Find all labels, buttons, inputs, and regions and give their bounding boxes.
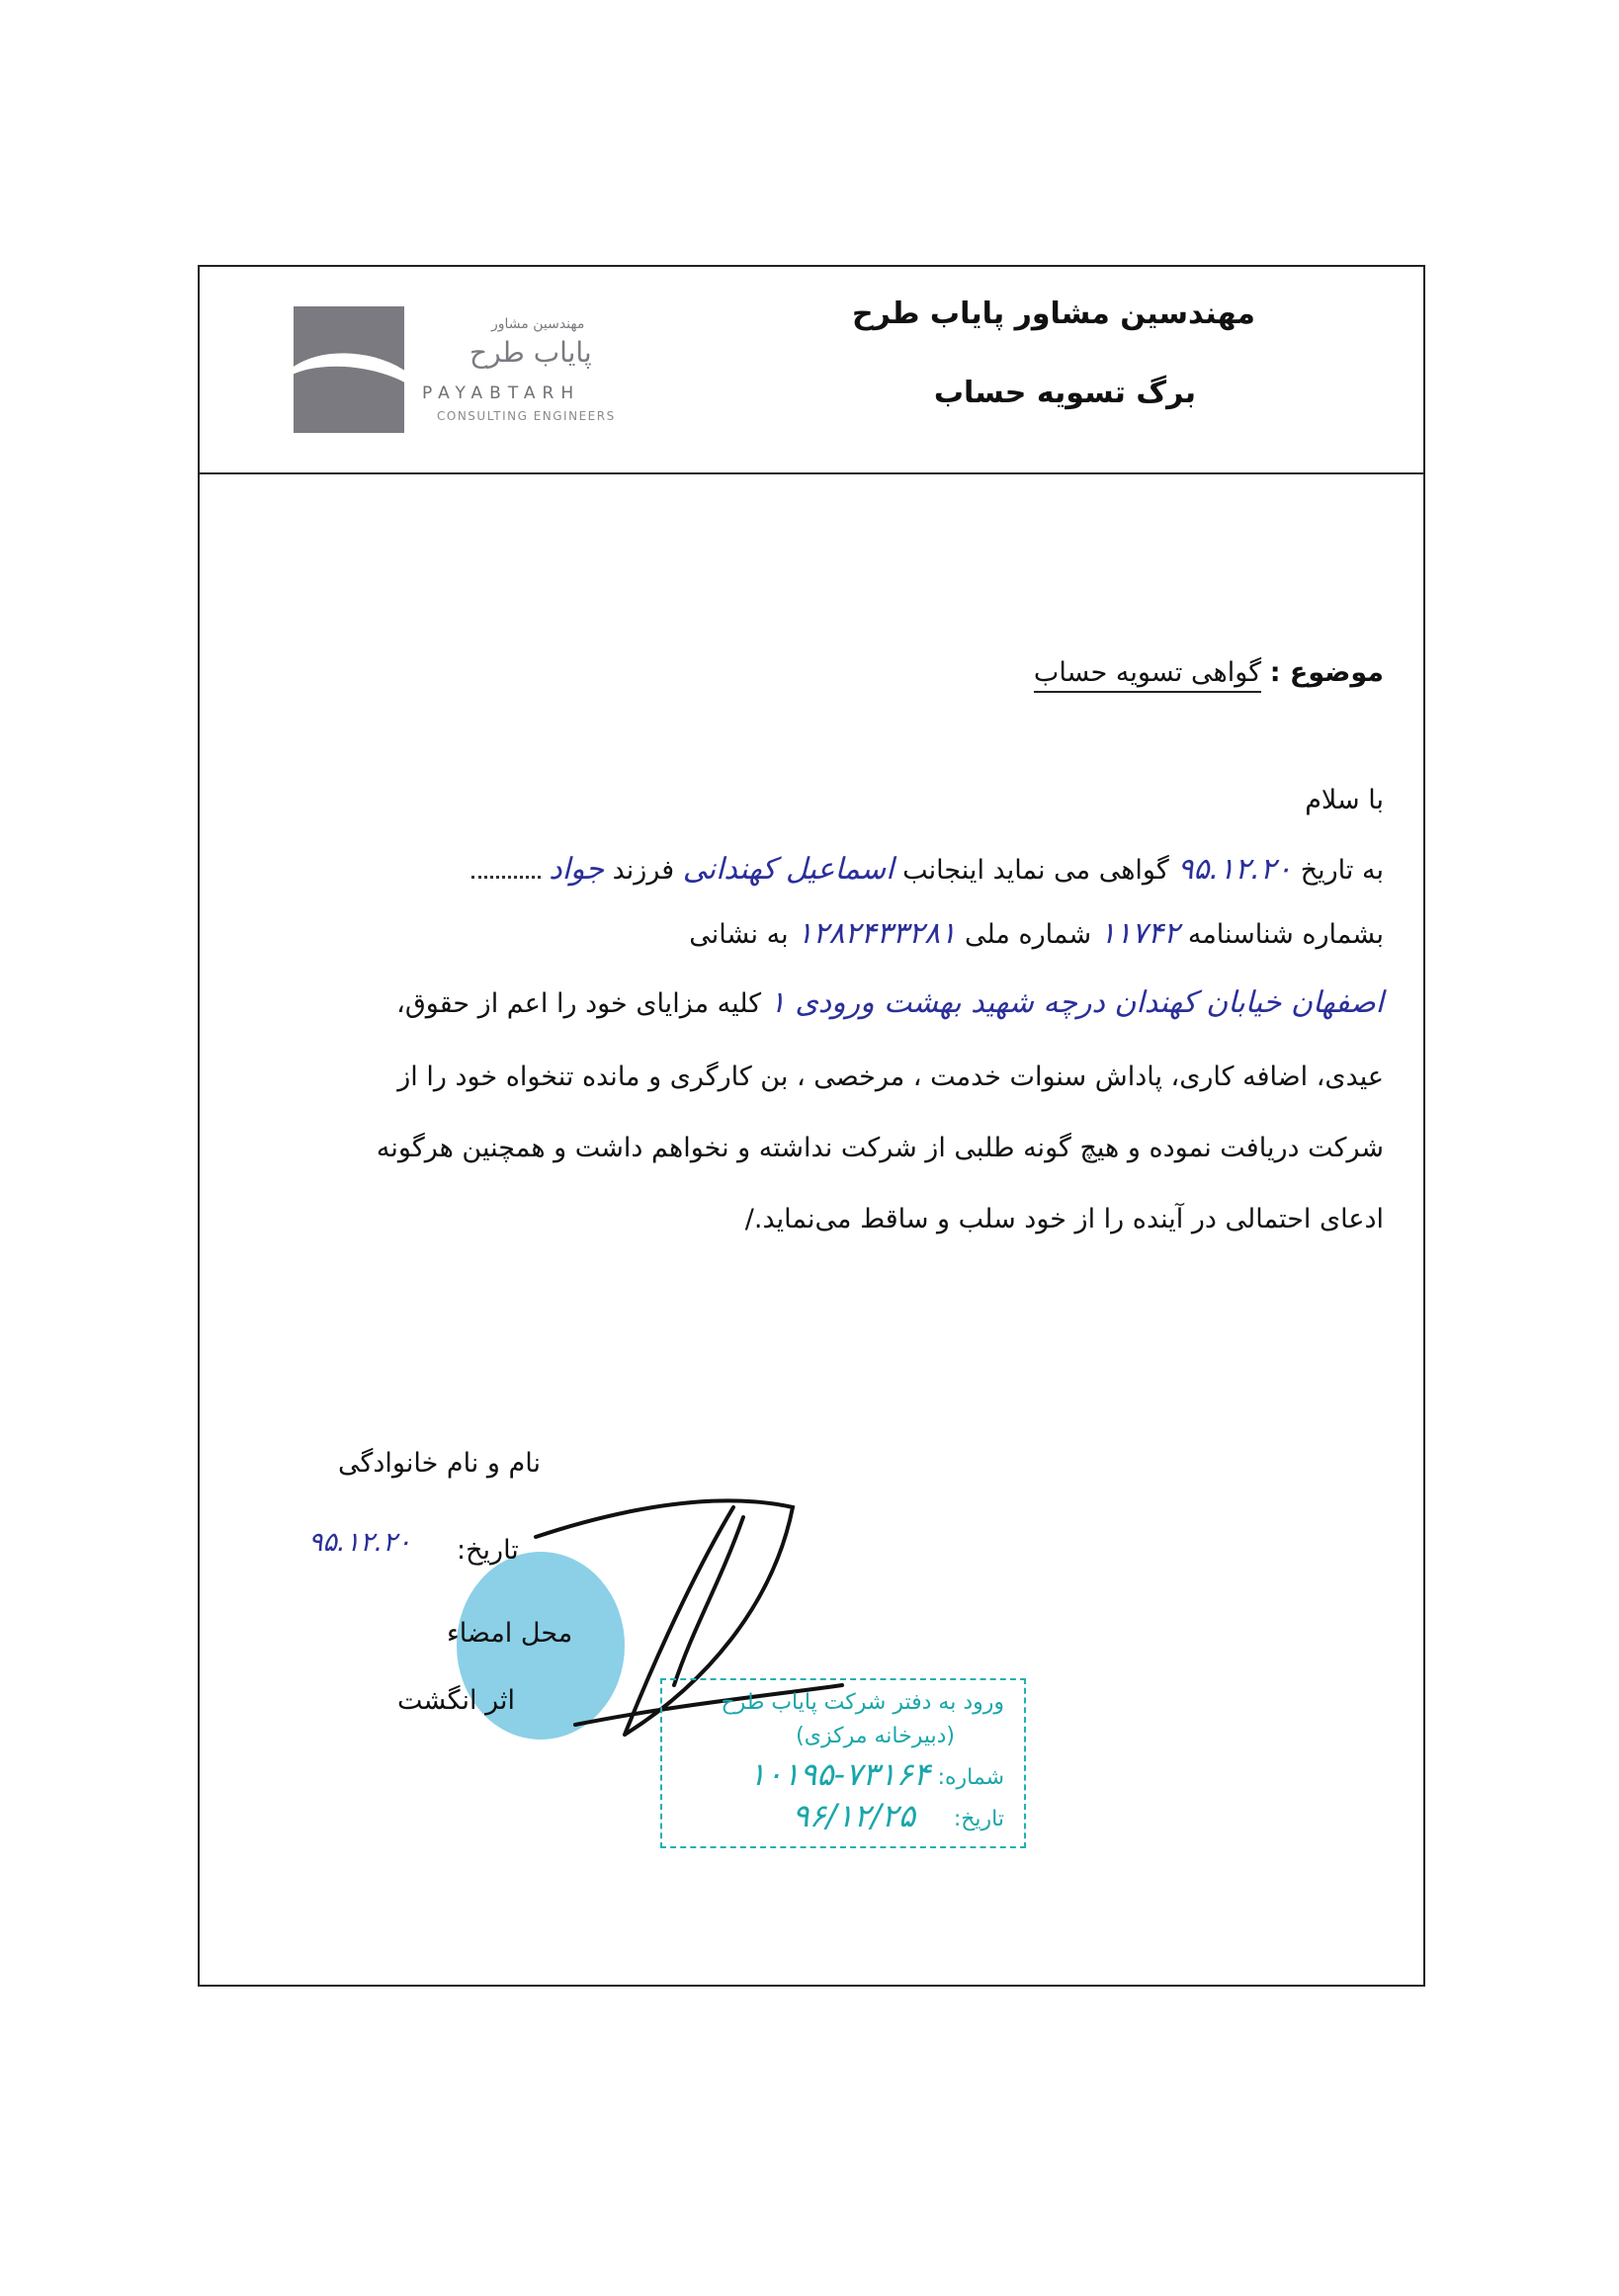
stamp-subtitle: (دبیرخانه مرکزی): [796, 1724, 955, 1748]
text-national-code: شماره ملی: [964, 919, 1092, 950]
handwritten-national-code: ۱۲۸۲۴۳۳۲۸۱: [797, 916, 957, 951]
handwritten-father-name: جواد: [549, 852, 605, 887]
text-date-intro: به تاریخ: [1300, 855, 1384, 886]
signature-date-label: تاریخ:: [457, 1535, 519, 1566]
logo-subtitle-fa: مهندسین مشاور: [491, 316, 585, 332]
form-title: برگ تسویه حساب: [933, 376, 1196, 410]
stamp-title: ورود به دفتر شرکت پایاب طرح: [721, 1690, 1004, 1715]
handwritten-name: اسماعیل کهندانی: [682, 852, 895, 887]
text-certify: گواهی می نماید اینجانب: [902, 855, 1169, 886]
logo-name-en: PAYABTARH: [422, 383, 581, 403]
stamp-date-value: ۹۶/۱۲/۲۵: [792, 1797, 915, 1834]
subject-label: موضوع :: [1269, 657, 1384, 688]
handwritten-id-number: ۱۱۷۴۲: [1099, 916, 1180, 951]
handwritten-address: اصفهان خیابان کهندان درچه شهید بهشت ورودی ۱: [769, 985, 1384, 1020]
text-address: به نشانی: [689, 919, 789, 950]
handwritten-date: ۹۵.۱۲.۲۰: [1177, 852, 1293, 887]
stamp-number-value: ۱۰۱۹۵-۷۳۱۶۴: [748, 1755, 930, 1793]
logo-subtitle-en: CONSULTING ENGINEERS: [437, 409, 616, 423]
body-line-2: [303, 914, 1384, 955]
company-logo: [294, 306, 649, 435]
body-line-6: ادعای احتمالی در آینده را از خود سلب و ساقط می‌نماید./: [744, 1204, 1384, 1234]
subject-value: گواهی تسویه حساب: [1034, 657, 1261, 693]
signature-place-label: محل امضاء: [447, 1618, 573, 1649]
logo-mark-icon: [294, 306, 404, 433]
subject-line: [1034, 657, 1384, 688]
signature-date-handwritten: ۹۵.۱۲.۲۰: [308, 1527, 412, 1558]
stamp-number-label: شماره:: [937, 1765, 1004, 1790]
letterhead: [200, 267, 1423, 474]
greeting: با سلام: [1305, 785, 1384, 815]
body-line-5: شرکت دریافت نموده و هیچ گونه طلبی از شرکت نداشته و نخواهم داشت و همچنین هرگونه: [376, 1133, 1384, 1163]
stamp-date-label: تاریخ:: [953, 1807, 1004, 1831]
signature-name-label: نام و نام خانوادگی: [338, 1448, 541, 1479]
body-line-3: [303, 983, 1384, 1024]
body-line-4: عیدی، اضافه کاری، پاداش سنوات خدمت ، مرخصی ، بن کارگری و مانده تنخواه خود را از: [397, 1062, 1384, 1092]
text-all-benefits: کلیه مزایای خود را اعم از حقوق،: [396, 988, 762, 1019]
registry-stamp: [660, 1678, 1026, 1848]
logo-name-fa: پایاب طرح: [469, 336, 592, 369]
company-name: مهندسین مشاور پایاب طرح: [851, 297, 1255, 331]
body-line-1: [303, 850, 1384, 891]
fill-line: [471, 850, 541, 879]
text-child-of: فرزند: [612, 855, 675, 886]
text-id-number: بشماره شناسنامه: [1187, 919, 1384, 950]
fingerprint-label: اثر انگشت: [397, 1685, 516, 1716]
